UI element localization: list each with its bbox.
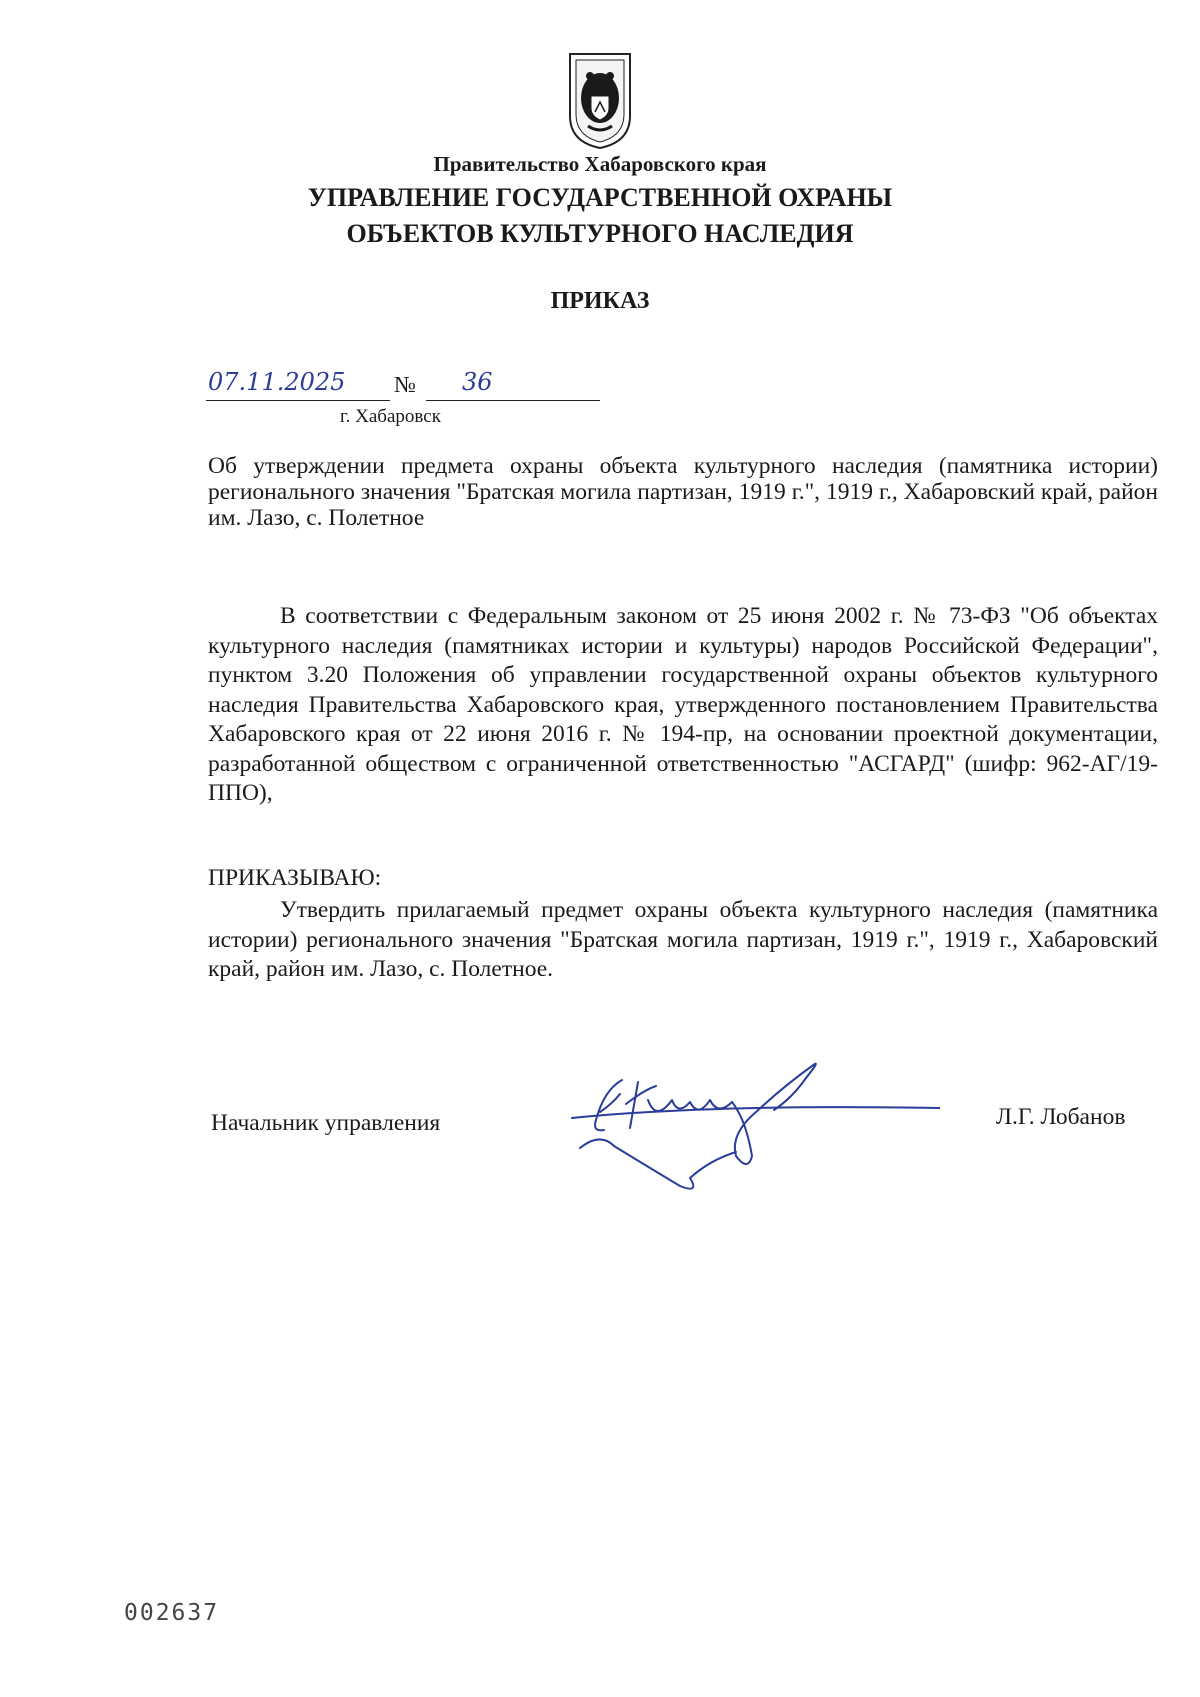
order-subject: Об утверждении предмета охраны объекта культурного наследия (памятника истории) регионального значения "Братская могила партизан, 1919 г.", 1919 г., Хабаровский край, район им. Лазо, с. Полетное <box>208 453 1158 531</box>
department-name-line1: УПРАВЛЕНИЕ ГОСУДАРСТВЕННОЙ ОХРАНЫ <box>307 183 893 212</box>
number-sign: № <box>394 372 416 397</box>
order-date: 07.11.2025 <box>208 368 346 396</box>
decision-paragraph: Утвердить прилагаемый предмет охраны объекта культурного наследия (памятника истории) регионального значения "Братская могила партизан, 1919 г.", 1919 г., Хабаровский край, район им. Лазо, с. Полетное. <box>208 897 1158 982</box>
order-number: 36 <box>462 368 493 396</box>
coat-of-arms-icon <box>566 50 634 150</box>
signatory-name: Л.Г. Лобанов <box>996 1104 1126 1130</box>
preamble-paragraph: В соответствии с Федеральным законом от 25 июня 2002 г. № 73-ФЗ "Об объектах культурного наследия (памятниках истории и культуры) народов Российской Федерации", пунктом 3.20 Положения об управлении государственной охраны объектов культурного наследия Правительства Хабаровского края, утвержденного постановлением Правительства Хабаровского края от 22 июня 2016 г. № 194-пр, на основании проектной документации, разработанной обществом с ограниченной ответственностью "АСГАРД" (шифр: 962-АГ/19-ППО), <box>208 603 1158 806</box>
number-underline <box>426 400 600 401</box>
order-word: ПРИКАЗЫВАЮ: <box>208 865 382 891</box>
signatory-title: Начальник управления <box>211 1110 441 1136</box>
document-type: ПРИКАЗ <box>550 288 650 314</box>
registration-number: 002637 <box>124 1600 220 1626</box>
government-name: Правительство Хабаровского края <box>433 152 767 176</box>
city: г. Хабаровск <box>340 406 441 427</box>
department-name-line2: ОБЪЕКТОВ КУЛЬТУРНОГО НАСЛЕДИЯ <box>346 219 854 248</box>
handwritten-signature <box>560 1060 940 1200</box>
date-underline <box>206 400 390 401</box>
